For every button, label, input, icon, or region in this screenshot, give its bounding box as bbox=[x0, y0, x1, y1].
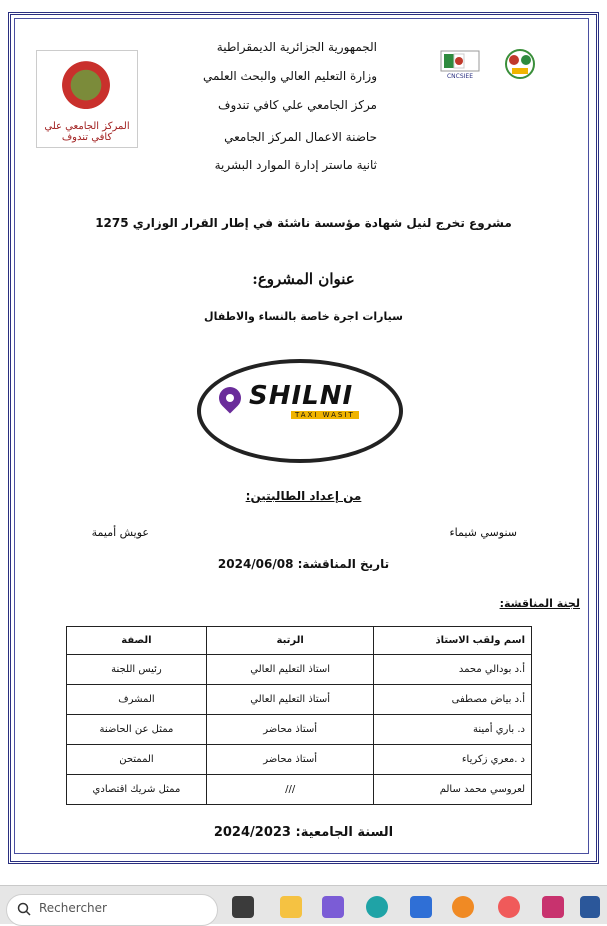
prepared-by-label: من إعداد الطالبتين: bbox=[245, 489, 362, 503]
brand-name: SHILNI bbox=[249, 381, 354, 411]
table-row bbox=[67, 685, 532, 715]
header-line-incubator: حاضنة الاعمال المركز الجامعي bbox=[224, 130, 377, 144]
cncsiee-logo-text: CNCSIEE bbox=[446, 73, 474, 80]
taskbar-search-input[interactable] bbox=[6, 894, 218, 926]
header-role: الصفة bbox=[67, 627, 207, 655]
professor-role: ممثل شريك اقتصادي bbox=[67, 775, 207, 805]
firefox-icon[interactable] bbox=[452, 896, 474, 918]
table-header-row bbox=[67, 627, 532, 655]
professor-name: د .معري زكرياء bbox=[374, 745, 532, 775]
professor-name: لعروسي محمد سالم bbox=[374, 775, 532, 805]
university-logo bbox=[36, 50, 138, 148]
professor-rank: أستاذ محاضر bbox=[206, 715, 374, 745]
header-line-center: مركز الجامعي علي كافي تندوف bbox=[218, 98, 377, 112]
shilni-logo bbox=[197, 359, 403, 463]
header-line-program: ثانية ماستر إدارة الموارد البشرية bbox=[214, 158, 377, 172]
mail-icon[interactable] bbox=[410, 896, 432, 918]
professor-role: رئيس اللجنة bbox=[67, 655, 207, 685]
project-title-label: عنوان المشروع: bbox=[252, 270, 355, 288]
university-emblem-icon bbox=[57, 59, 115, 117]
table-row bbox=[67, 745, 532, 775]
table-row bbox=[67, 715, 532, 745]
app-icon[interactable] bbox=[498, 896, 520, 918]
professor-role: ممثل عن الحاضنة bbox=[67, 715, 207, 745]
location-pin-icon bbox=[214, 382, 245, 413]
project-title: سيارات اجرة خاصة بالنساء والاطفال bbox=[204, 310, 403, 323]
professor-name: أ.د بودالي محمد bbox=[374, 655, 532, 685]
incubator-logo bbox=[500, 46, 540, 82]
file-explorer-icon[interactable] bbox=[280, 896, 302, 918]
committee-label: لجنة المناقشة: bbox=[499, 597, 580, 610]
header-rank: الرتبة bbox=[206, 627, 374, 655]
professor-role: المشرف bbox=[67, 685, 207, 715]
table-row bbox=[67, 775, 532, 805]
professor-name: أ.د بياض مصطفى bbox=[374, 685, 532, 715]
professor-rank: استاذ التعليم العالي bbox=[206, 655, 374, 685]
professor-role: الممتحن bbox=[67, 745, 207, 775]
committee-table bbox=[66, 626, 532, 805]
copilot-icon[interactable] bbox=[322, 896, 344, 918]
project-intro: مشروع تخرج لنيل شهادة مؤسسة ناشئة في إطار القرار الوزاري 1275 bbox=[95, 216, 512, 230]
professor-rank: أستاذ محاضر bbox=[206, 745, 374, 775]
professor-rank: أستاذ التعليم العالي bbox=[206, 685, 374, 715]
header-professor-name: اسم ولقب الاستاذ bbox=[374, 627, 532, 655]
brand-subtitle: TAXI WASIT bbox=[291, 411, 359, 419]
app-icon-2[interactable] bbox=[542, 896, 564, 918]
academic-year: السنة الجامعية: 2024/2023 bbox=[213, 825, 394, 840]
professor-name: د. باري أمينة bbox=[374, 715, 532, 745]
student-name-1: سنوسي شيماء bbox=[449, 526, 517, 539]
task-view-icon[interactable] bbox=[232, 896, 254, 918]
search-placeholder: Rechercher bbox=[39, 901, 107, 915]
table-row bbox=[67, 655, 532, 685]
cncsiee-logo bbox=[440, 50, 480, 80]
university-logo-text: المركز الجامعي علي كافي تندوف bbox=[44, 121, 130, 143]
header-line-republic: الجمهورية الجزائرية الديمقراطية bbox=[216, 40, 377, 54]
professor-rank: /// bbox=[206, 775, 374, 805]
student-name-2: عويش أميمة bbox=[91, 526, 149, 539]
header-line-ministry: وزارة التعليم العالي والبحث العلمي bbox=[203, 69, 377, 83]
search-icon bbox=[17, 902, 31, 916]
word-icon[interactable] bbox=[580, 896, 600, 918]
taskbar bbox=[0, 885, 607, 924]
edge-icon[interactable] bbox=[366, 896, 388, 918]
defense-date: تاريخ المناقشة: 2024/06/08 bbox=[217, 557, 390, 571]
